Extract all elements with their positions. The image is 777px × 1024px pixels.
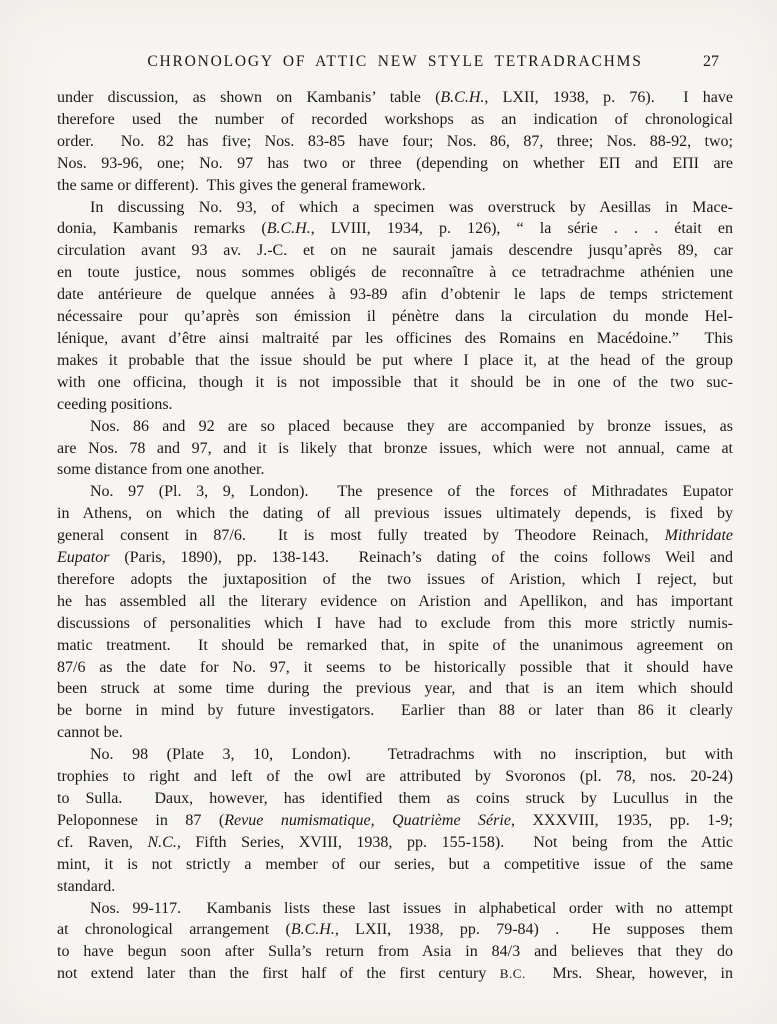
text-line: mint, it is not strictly a member of our series, but a competitive issue of the same <box>57 855 733 873</box>
text-line: nécessaire pour qu’après son émission il pénètre dans la circulation du monde Hel- <box>57 308 733 326</box>
text-line: No. 97 (Pl. 3, 9, London). The presence of the forces of Mithradates Eupator <box>90 483 733 501</box>
text-line: some distance from one another. <box>57 461 265 479</box>
paragraph <box>57 898 733 986</box>
text-line: under discussion, as shown on Kambanis’ table (B.C.H., LXII, 1938, p. 76). I have <box>57 89 733 106</box>
text-line: No. 98 (Plate 3, 10, London). Tetradrachms with no inscription, but with <box>90 746 733 764</box>
paragraph <box>57 481 733 744</box>
text-line: Nos. 99-117. Kambanis lists these last issues in alphabetical order with no attempt <box>90 899 733 917</box>
page-body <box>57 87 733 985</box>
text-line: cannot be. <box>57 724 123 742</box>
text-line: ceeding positions. <box>57 395 173 413</box>
text-line: en toute justice, nous sommes obligés de reconnaître à ce tetradrachme athénien une <box>57 264 733 282</box>
text-line: discussions of personalities which I have had to exclude from this more strictly numis- <box>57 614 733 632</box>
text-line: to have begun soon after Sulla’s return from Asia in 84/3 and believes that they do <box>57 943 733 961</box>
text-line: date antérieure de quelque années à 93-89 afin d’obtenir le laps de temps strictement <box>57 286 733 304</box>
text-line: Nos. 86 and 92 are so placed because they are accompanied by bronze issues, as <box>90 417 733 435</box>
paragraph <box>57 197 733 416</box>
text-line: with one officina, though it is not impossible that it should be in one of the two suc- <box>57 373 733 391</box>
page-number: 27 <box>703 53 719 70</box>
text-line: he has assembled all the literary evidence on Aristion and Apellikon, and has important <box>57 592 733 610</box>
text-line: Peloponnese in 87 (Revue numismatique, Quatrième Série, XXXVIII, 1935, pp. 1-9; <box>57 811 733 829</box>
text-line: at chronological arrangement (B.C.H., LXII, 1938, pp. 79-84) . He supposes them <box>57 921 733 939</box>
text-line: matic treatment. It should be remarked that, in spite of the unanimous agreement on <box>57 636 733 654</box>
text-line: not extend later than the first half of the first century B.C. Mrs. Shear, however, in <box>57 965 733 983</box>
text-line: donia, Kambanis remarks (B.C.H., LVIII, 1934, p. 126), “ la série . . . était en <box>57 220 733 238</box>
text-line: the same or different). This gives the general framework. <box>57 176 426 194</box>
text-line: Nos. 93-96, one; No. 97 has two or three (depending on whether ΕΠ and ΕΠΙ are <box>57 154 733 172</box>
text-line: be borne in mind by future investigators. Earlier than 88 or later than 86 it clearly <box>57 702 733 720</box>
paragraph <box>57 87 733 197</box>
text-line: order. No. 82 has five; Nos. 83-85 have four; Nos. 86, 87, three; Nos. 88-92, two; <box>57 132 733 150</box>
running-head-title: CHRONOLOGY OF ATTIC NEW STYLE TETRADRACHMS <box>147 53 643 70</box>
text-line: in Athens, on which the dating of all previous issues ultimately depends, is fixed by <box>57 505 733 523</box>
text-line: are Nos. 78 and 97, and it is likely that bronze issues, which were not annual, came at <box>57 439 733 457</box>
text-line: therefore adopts the juxtaposition of the two issues of Aristion, which I reject, but <box>57 570 733 588</box>
text-line: to Sulla. Daux, however, has identified them as coins struck by Lucullus in the <box>57 790 733 807</box>
text-line: cf. Raven, N.C., Fifth Series, XVIII, 1938, pp. 155-158). Not being from the Attic <box>57 833 733 851</box>
text-line: been struck at some time during the previous year, and that is an item which should <box>57 680 733 698</box>
text-line: 87/6 as the date for No. 97, it seems to be historically possible that it should have <box>57 658 733 676</box>
text-line: circulation avant 93 av. J.-C. et on ne saurait jamais descendre jusqu’après 89, car <box>57 242 733 260</box>
page-header <box>57 53 733 71</box>
text-line: In discussing No. 93, of which a specimen was overstruck by Aesillas in Mace- <box>90 198 733 216</box>
text-line: general consent in 87/6. It is most fully treated by Theodore Reinach, Mithridate <box>57 527 733 545</box>
paragraph <box>57 416 733 482</box>
text-line: standard. <box>57 877 116 895</box>
text-line: Eupator (Paris, 1890), pp. 138-143. Reinach’s dating of the coins follows Weil and <box>57 549 733 567</box>
text-line: trophies to right and left of the owl are attributed by Svoronos (pl. 78, nos. 20-24) <box>57 768 733 786</box>
text-line: lénique, avant d’être ainsi maltraité par les officines des Romains en Macédoine.” This <box>57 329 733 347</box>
text-line: therefore used the number of recorded workshops as an indication of chronological <box>57 110 733 128</box>
text-line: makes it probable that the issue should be put where I place it, at the head of the group <box>57 351 733 369</box>
paragraph <box>57 744 733 897</box>
